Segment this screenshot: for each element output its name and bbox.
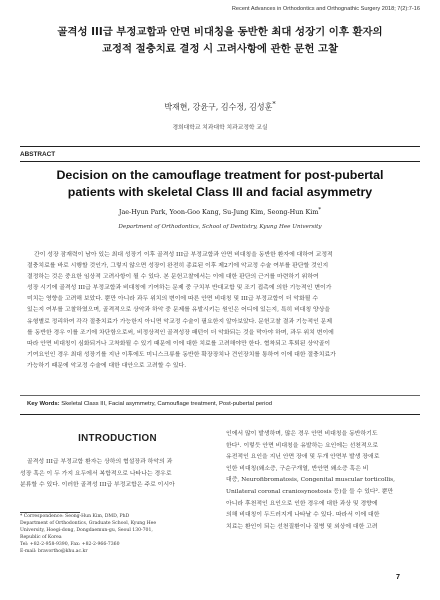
intro-left-column — [20, 457, 215, 492]
intro-line: 인한 비대칭(왜소증, 구순구개열, 반안면 왜소증 혹은 비 — [226, 465, 369, 472]
keywords-text: Skeletal Class III, Facial asymmetry, Camouflage treatment, Post-pubertal period — [61, 401, 272, 407]
abstract-line: 성장 시기에 골격성 III급 부정교합과 비대칭에 기여하는 문제 중 구치부 반대교합 및 조기 접촉에 의한 기능적인 변이가 — [27, 285, 332, 292]
abstract-line: 결정하는 것은 중요한 임상적 고려사항이 될 수 있다. 본 문헌고찰에서는 이에 대한 판단의 근거를 마련하기 위하여 — [27, 274, 319, 281]
abstract-line: 간이 성장 잠재력이 남아 있는 최대 성장기 이후 골격성 III급 부정교합과 안면 비대칭을 동반한 환자에 대하여 교정적 — [34, 252, 333, 258]
intro-line: 분류할 수 있다. 이러한 골격성 III급 부정교합은 주로 이시아 — [20, 482, 175, 489]
intro-line: 성장 혹은 이 두 가지 요두에서 복합적으로 나타나는 경우로 — [20, 470, 172, 477]
korean-authors-names: 박재현, 강윤구, 김수정, 김성훈 — [164, 102, 273, 112]
corresponding-author-mark: * — [272, 100, 276, 108]
abstract-line: 미치는 영향을 고려해 보았다. 뿐만 아니라 과두 위치의 변이에 따른 안면 비대칭 및 III급 부정교합이 더 악화될 수 — [27, 296, 319, 303]
intro-line: 치료는 환인이 되는 선천질환이나 질병 및 외상에 대한 고려 — [226, 523, 378, 530]
english-authors — [0, 207, 440, 216]
intro-line: 한다¹. 이렇듯 안면 비대칭을 유발하는 요인에는 선천적으로 — [226, 442, 379, 449]
footnote-line: University, Hoegi-dong, Dongdaemun-gu, Seoul 130-701, — [20, 527, 153, 533]
abstract-line: 유형별로 정리하여 각각 절충치료가 가능한지 아니면 악교정 수술이 필요한지 알아보았다. 문헌고찰 결과 기능적인 문제 — [27, 318, 333, 325]
korean-title-line-1: 골격성 III급 부정교합과 안면 비대칭을 동반한 최대 성장기 이후 환자의 — [57, 26, 383, 38]
abstract-line: 있는지 여부를 고찰하였으며, 골격적으로 상악과 하악 중 문제를 유발시키는 원인은 어디에 있는지, 특히 비대칭 양상을 — [27, 307, 331, 314]
intro-right-column — [226, 429, 420, 533]
english-title-line-2: patients with skeletal Class III and facial asymmetry — [67, 185, 373, 199]
footnote-line: Department of Orthodontics, Graduate School, Kyung Hee — [20, 520, 157, 526]
intro-line: Unilateral coronal craniosynostosis 등)을 들 수 있다². 뿐만 — [226, 488, 394, 495]
page-number: 7 — [396, 572, 400, 581]
abstract-line: 를 동반한 경우 이를 조기에 차단함으로써, 비정상적인 골격성장 패턴이 더 악화되는 것을 막아야 하며, 과두 위치 변이에 — [27, 329, 334, 336]
correspondence-footnote — [20, 514, 215, 555]
keywords-label: Key Words: — [27, 401, 60, 407]
intro-line: 의해 비대칭이 두드러지게 나타날 수 있다. 따라서 이에 대한 — [226, 512, 380, 519]
abstract-label-rule — [20, 161, 420, 162]
korean-title — [30, 24, 410, 58]
intro-line: 유전적인 요인을 지닌 안면 장애 및 두개 안면부 발생 장애로 — [226, 454, 380, 461]
footnote-line: * Correspondence: Seong-Hun Kim, DMD, PhD — [20, 514, 130, 519]
corresponding-author-mark-en: * — [318, 207, 322, 213]
keywords — [27, 401, 413, 407]
abstract-line: 기여요인인 경우 최대 성장기를 지난 이후에도 미니스크류를 동반한 확장장치나 견인장치를 통하여 이에 대한 절충치료가 — [27, 351, 336, 358]
keywords-bottom-rule — [20, 414, 420, 415]
korean-authors — [0, 100, 440, 113]
english-title-line-1: Decision on the camouflage treatment for post-pubertal — [56, 168, 384, 182]
footnote-line: Tel: +82-2-958-9390, Fax: +82-2-966-7360 — [20, 541, 120, 547]
section-heading: INTRODUCTION — [78, 433, 157, 444]
footnote-line: Republic of Korea — [20, 534, 62, 540]
korean-title-line-2: 교정적 절충치료 결정 시 고려사항에 관한 문헌 고찰 — [101, 43, 339, 55]
abstract-top-rule — [20, 146, 420, 147]
english-affiliation: Department of Orthodontics, School of Dentistry, Kyung Hee University — [118, 224, 322, 230]
intro-line: 골격성 III급 부정교합 환자는 상하의 협설장과 하악의 과 — [27, 459, 173, 465]
abstract-label: ABSTRACT — [20, 151, 56, 158]
abstract-line: 따라 안면 비대칭이 심화되거나 고착화될 수 있기 때문에 이에 대한 치료를 고려해야만 한다. 협착되고 후퇴된 상악골이 — [27, 340, 331, 347]
abstract-body — [27, 250, 413, 372]
abstract-line: 가능하기 때문에 악교정 수술에 대한 대안으로 고려할 수 있다. — [27, 362, 187, 369]
abstract-line: 절충치료를 바로 시행할 것인가, 그렇지 않으면 성장이 완전히 종료된 이후 제2기에 악교정 수술 여부를 판단할 것인지 — [27, 263, 329, 270]
korean-affiliation: 경희대학교 치과대학 치과교정학 교실 — [172, 125, 268, 131]
footnote-rule — [20, 512, 80, 513]
english-title — [20, 167, 420, 201]
intro-line: 대증, Neurofibromatosis, Congenital muscular torticollis, — [226, 477, 396, 484]
intro-line: 인에서 많이 발생하며, 많은 경우 안면 비대칭을 동반하기도 — [226, 431, 378, 437]
intro-line: 아니라 후천적인 요인으로 인한 경우에 대한 과상 및 경향에 — [226, 500, 378, 507]
english-authors-names: Jae-Hyun Park, Yoon-Goo Kang, Su-Jung Kim, Seong-Hun Kim — [118, 208, 319, 217]
footnote-line: E-mail: bravortho@khu.ac.kr — [20, 548, 88, 554]
running-head: Recent Advances in Orthodontics and Orthognathic Surgery 2018; 7(2):7-16 — [231, 6, 420, 12]
keywords-top-rule — [20, 395, 420, 396]
